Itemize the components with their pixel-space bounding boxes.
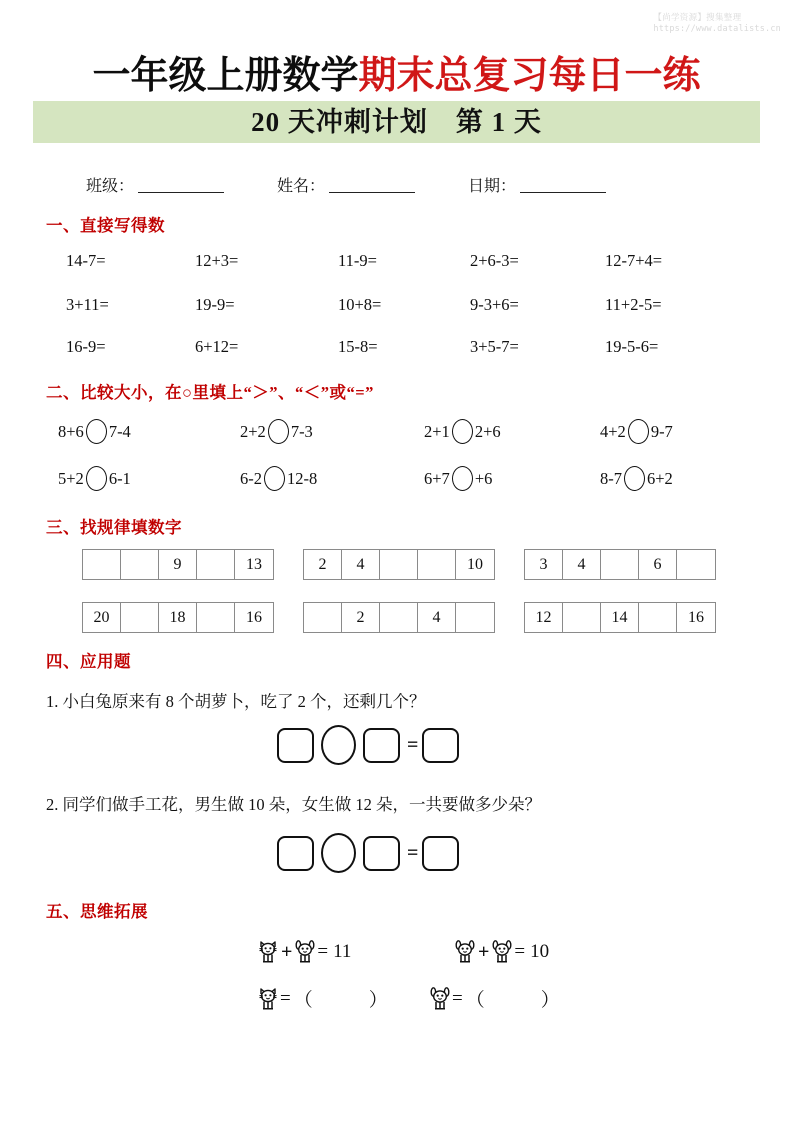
arithmetic-problem[interactable]: 11+2-5= xyxy=(605,295,662,314)
compare-problem xyxy=(424,419,501,444)
compare-problem xyxy=(240,466,317,491)
arithmetic-problem[interactable]: 11-9= xyxy=(338,251,377,270)
compare-right-expression: 7-3 xyxy=(290,421,313,441)
plus-icon: + xyxy=(281,941,293,963)
strip-cell-value: 4 xyxy=(563,550,601,579)
compare-circle-blank[interactable] xyxy=(86,419,107,444)
strip-cell-value: 4 xyxy=(342,550,380,579)
compare-left-expression: 8-7 xyxy=(600,468,622,488)
class-label: 班级： xyxy=(86,178,135,195)
arithmetic-problem[interactable]: 19-5-6= xyxy=(605,337,659,356)
strip-cell-blank[interactable] xyxy=(121,550,159,579)
watermark xyxy=(653,13,781,34)
strip-cell-blank[interactable] xyxy=(380,603,418,632)
name-field[interactable] xyxy=(277,173,415,196)
watermark-brand: 【尚学资源】搜集整理 xyxy=(653,13,742,23)
number-sequence-strip xyxy=(303,549,495,580)
strip-cell-blank[interactable] xyxy=(83,550,121,579)
arithmetic-problem[interactable]: 3+5-7= xyxy=(470,337,519,356)
strip-cell-blank[interactable] xyxy=(456,603,494,632)
arithmetic-problem[interactable]: 2+6-3= xyxy=(470,251,519,270)
compare-right-expression: 2+6 xyxy=(474,421,501,441)
compare-problem xyxy=(58,466,131,491)
arithmetic-problem[interactable]: 14-7= xyxy=(66,251,106,270)
dog-icon xyxy=(430,987,450,1011)
compare-left-expression: 4+2 xyxy=(600,421,626,441)
dog-icon xyxy=(492,940,512,964)
strip-cell-value: 10 xyxy=(467,555,483,573)
date-field[interactable] xyxy=(468,173,606,196)
compare-right-expression: 9-7 xyxy=(650,421,673,441)
class-blank[interactable] xyxy=(138,177,224,193)
compare-circle-blank[interactable] xyxy=(268,419,289,444)
compare-problem xyxy=(240,419,313,444)
strip-cell-value: 6 xyxy=(639,550,677,579)
word-problem-1-text: 1. 小白兔原来有 8 个胡萝卜，吃了 2 个，还剩几个？ xyxy=(46,692,426,711)
compare-right-expression: 6-1 xyxy=(108,468,131,488)
strip-cell-blank[interactable] xyxy=(418,550,456,579)
section-one-heading: 一、直接写得数 xyxy=(46,216,165,235)
number-sequence-strip xyxy=(524,549,716,580)
puzzle-sum-value: 10 xyxy=(530,941,550,962)
strip-cell-value: 2 xyxy=(342,603,380,632)
strip-cell-value: 16 xyxy=(246,608,262,626)
page-title-red: 期末总复习每日一练 xyxy=(358,55,701,97)
word-problem-2-text: 2. 同学们做手工花，男生做 10 朵，女生做 12 朵，一共要做多少朵？ xyxy=(46,795,541,814)
arithmetic-problem[interactable]: 3+11= xyxy=(66,295,109,314)
equals-sign: = xyxy=(407,734,419,756)
equals-sign: = xyxy=(317,941,329,962)
equals-sign: = xyxy=(452,987,463,1009)
answer-box-a[interactable] xyxy=(277,836,314,871)
puzzle-answer-blank[interactable]: （ ） xyxy=(293,990,394,1011)
strip-cell-blank[interactable] xyxy=(563,603,601,632)
answer-box-result[interactable] xyxy=(422,836,459,871)
compare-right-expression: 6+2 xyxy=(647,468,673,488)
date-label: 日期： xyxy=(468,178,517,195)
strip-cell-value: 20 xyxy=(83,603,121,632)
strip-cell-value: 13 xyxy=(246,555,262,573)
strip-cell-blank[interactable] xyxy=(639,603,677,632)
arithmetic-problem[interactable]: 19-9= xyxy=(195,295,235,314)
operator-oval[interactable] xyxy=(321,725,356,765)
compare-problem xyxy=(58,419,131,444)
page-title xyxy=(0,44,793,99)
section-three-heading: 三、找规律填数字 xyxy=(46,518,182,537)
puzzle-answer-line xyxy=(430,985,566,1012)
arithmetic-problem[interactable]: 15-8= xyxy=(338,337,378,356)
number-sequence-strip xyxy=(82,602,274,633)
number-sequence-strip xyxy=(524,602,716,633)
compare-circle-blank[interactable] xyxy=(452,466,473,491)
compare-circle-blank[interactable] xyxy=(628,419,649,444)
puzzle-answer-blank[interactable]: （ ） xyxy=(465,990,566,1011)
dog-icon xyxy=(295,940,315,964)
strip-cell-blank[interactable] xyxy=(197,603,235,632)
compare-left-expression: 5+2 xyxy=(58,468,84,488)
strip-cell-blank[interactable] xyxy=(197,550,235,579)
compare-circle-blank[interactable] xyxy=(86,466,107,491)
compare-left-expression: 8+6 xyxy=(58,421,84,441)
cat-icon xyxy=(258,940,278,964)
number-sequence-strip xyxy=(82,549,274,580)
strip-cell-blank[interactable] xyxy=(121,603,159,632)
strip-cell-blank[interactable] xyxy=(601,550,639,579)
word-problem-2-answer-row xyxy=(277,833,466,873)
arithmetic-problem[interactable]: 10+8= xyxy=(338,295,382,314)
cat-icon xyxy=(258,987,278,1011)
date-blank[interactable] xyxy=(520,177,606,193)
strip-cell-blank[interactable] xyxy=(677,550,715,579)
watermark-url: https://www.datalists.cn xyxy=(653,23,781,34)
compare-left-expression: 2+1 xyxy=(424,421,450,441)
section-two-heading: 二、比较大小，在○里填上“＞”、“＜”或“=” xyxy=(46,383,374,402)
operator-oval[interactable] xyxy=(321,833,356,873)
strip-cell-value: 4 xyxy=(418,603,456,632)
arithmetic-problem[interactable]: 6+12= xyxy=(195,337,239,356)
equals-sign: = xyxy=(407,842,419,864)
arithmetic-problem[interactable]: 9-3+6= xyxy=(470,295,519,314)
compare-right-expression: +6 xyxy=(474,468,493,488)
section-five-heading: 五、思维拓展 xyxy=(46,902,148,921)
strip-cell-value: 2 xyxy=(304,550,342,579)
compare-circle-blank[interactable] xyxy=(452,419,473,444)
arithmetic-problem[interactable]: 12-7+4= xyxy=(605,251,663,270)
strip-cell-blank[interactable] xyxy=(380,550,418,579)
name-blank[interactable] xyxy=(329,177,415,193)
puzzle-equation xyxy=(455,940,549,964)
compare-problem xyxy=(600,466,673,491)
class-field[interactable] xyxy=(86,173,224,196)
word-problem-1-answer-row xyxy=(277,725,466,765)
compare-right-expression: 7-4 xyxy=(108,421,131,441)
arithmetic-problem[interactable]: 16-9= xyxy=(66,337,106,356)
strip-cell-value: 12 xyxy=(525,603,563,632)
compare-left-expression: 2+2 xyxy=(240,421,266,441)
page-title-black: 一年级上册数学 xyxy=(92,55,359,97)
compare-circle-blank[interactable] xyxy=(264,466,285,491)
dog-icon xyxy=(455,940,475,964)
strip-cell-value: 16 xyxy=(688,608,704,626)
compare-problem xyxy=(424,466,492,491)
puzzle-sum-value: 11 xyxy=(333,941,352,962)
compare-problem xyxy=(600,419,673,444)
compare-left-expression: 6+7 xyxy=(424,468,450,488)
name-label: 姓名： xyxy=(277,178,326,195)
answer-box-b[interactable] xyxy=(363,728,400,763)
plan-banner-text: 20 天冲刺计划 第 1 天 xyxy=(251,107,542,137)
strip-cell-blank[interactable] xyxy=(304,603,342,632)
section-four-heading: 四、应用题 xyxy=(46,652,131,671)
puzzle-answer-line xyxy=(258,985,394,1012)
arithmetic-problem[interactable]: 12+3= xyxy=(195,251,239,270)
strip-cell-value: 3 xyxy=(525,550,563,579)
answer-box-b[interactable] xyxy=(363,836,400,871)
plan-banner xyxy=(33,101,760,143)
answer-box-result[interactable] xyxy=(422,728,459,763)
strip-cell-value: 9 xyxy=(159,550,197,579)
number-sequence-strip xyxy=(303,602,495,633)
compare-left-expression: 6-2 xyxy=(240,468,262,488)
strip-cell-value: 14 xyxy=(601,603,639,632)
puzzle-equation xyxy=(258,940,351,964)
answer-box-a[interactable] xyxy=(277,728,314,763)
compare-right-expression: 12-8 xyxy=(287,468,318,488)
strip-cell-value: 18 xyxy=(159,603,197,632)
plus-icon: + xyxy=(478,941,490,963)
equals-sign: = xyxy=(514,941,526,962)
compare-circle-blank[interactable] xyxy=(624,466,645,491)
equals-sign: = xyxy=(280,987,291,1009)
